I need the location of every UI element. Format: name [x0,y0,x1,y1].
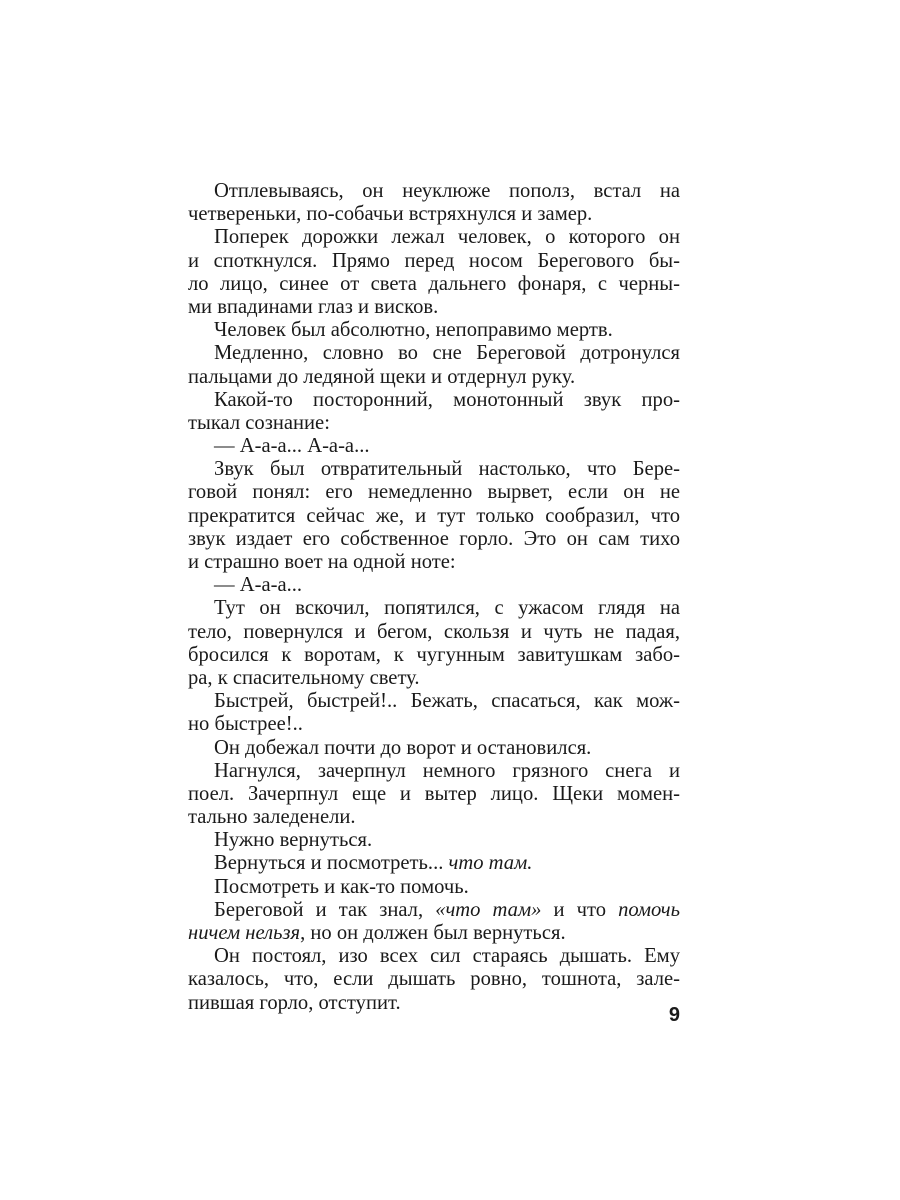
text-run: тально заледенели. [188,806,356,829]
text-run: говой понял: его немедленно вырвет, если он не [188,481,680,504]
text-line [188,203,680,226]
text-line [188,644,680,667]
text-run: ло лицо, синее от света дальнего фонаря, с черны- [188,272,680,295]
text-line [188,319,680,342]
paragraph [188,319,680,342]
paragraph [188,899,680,945]
text-line [188,528,680,551]
paragraph [188,760,680,830]
text-line [188,435,680,458]
text-line [188,899,680,922]
text-run: Посмотреть и как-то помочь. [214,875,469,898]
text-run: и страшно воет на одной ноте: [188,551,456,573]
text-run: и что [541,898,619,921]
italic-phrase: помочь [618,898,680,921]
italic-phrase: ничем нельзя [188,922,301,944]
paragraph [188,458,680,574]
text-line [188,737,680,760]
text-run: казалось, что, если дышать ровно, тошнота, зале- [188,968,680,991]
italic-phrase: что там. [448,852,533,875]
text-line [188,481,680,504]
text-line [188,713,680,736]
text-run: четвереньки, по-собачьи встряхнулся и замер. [188,203,593,226]
paragraph [188,876,680,899]
paragraph [188,737,680,760]
text-run: тыкал сознание: [188,411,330,434]
paragraph [188,574,680,597]
text-run: ми впадинами глаз и висков. [188,295,439,318]
text-run: Медленно, словно во сне Береговой дотронулся [214,342,680,365]
text-line [188,412,680,435]
paragraph [188,852,680,875]
paragraph [188,180,680,226]
page-number: 9 [668,1004,680,1026]
text-run: пившая горло, отступит. [188,991,401,1014]
text-line [188,505,680,528]
text-run: прекратится сейчас же, и тут только сообразил, что [188,504,680,527]
text-run: Нужно вернуться. [214,829,373,852]
text-line [188,296,680,319]
text-line [188,690,680,713]
text-run: Тут он вскочил, попятился, с ужасом глядя на [214,597,680,620]
text-line [188,829,680,852]
paragraph [188,389,680,435]
text-line [188,342,680,365]
text-line [188,667,680,690]
text-line [188,621,680,644]
text-line [188,180,680,203]
paragraph [188,226,680,319]
text-line [188,574,680,597]
text-run: Звук был отвратительный настолько, что Бере- [214,458,680,481]
text-line [188,945,680,968]
text-line [188,968,680,991]
text-line [188,876,680,899]
text-line [188,226,680,249]
text-run: Вернуться и посмотреть... [214,852,449,875]
body-text [188,180,680,1015]
text-line [188,551,680,574]
paragraph [188,342,680,388]
text-run: ра, к спасительному свету. [188,666,420,689]
text-line [188,250,680,273]
text-run: тело, повернулся и бегом, скользя и чуть не падая, [188,620,680,643]
text-line [188,852,680,875]
text-line [188,597,680,620]
text-run: и споткнулся. Прямо перед носом Берегового бы- [188,249,680,272]
text-line [188,992,680,1015]
text-run: Он постоял, изо всех сил стараясь дышать. Ему [214,945,680,968]
text-line [188,389,680,412]
paragraph [188,690,680,736]
paragraph [188,435,680,458]
text-run: Отплевываясь, он неуклюже пополз, встал на [214,180,680,202]
paragraph [188,945,680,1015]
text-run: но быстрее!.. [188,713,303,736]
text-run: — А-а-а... [214,574,303,597]
text-line [188,366,680,389]
text-run: Поперек дорожки лежал человек, о которого он [214,226,680,249]
text-run: Человек был абсолютно, непоправимо мертв. [214,319,613,342]
paragraph [188,829,680,852]
text-run: Береговой и так знал, [214,898,436,921]
text-run: звук издает его собственное горло. Это он сам тихо [188,527,680,550]
text-run: Какой-то посторонний, монотонный звук про- [214,388,680,411]
text-run: поел. Зачерпнул еще и вытер лицо. Щеки момен- [188,782,680,805]
italic-phrase: «что там» [435,898,542,921]
text-run: , но он должен был вернуться. [300,922,566,944]
text-run: Быстрей, быстрей!.. Бежать, спасаться, как мож- [214,690,680,713]
text-run: пальцами до ледяной щеки и отдернул руку. [188,365,576,388]
text-line [188,760,680,783]
text-line [188,806,680,829]
text-line [188,783,680,806]
text-run: — А-а-а... А-а-а... [214,435,370,458]
text-line [188,922,680,945]
paragraph [188,597,680,690]
text-line [188,458,680,481]
text-run: Он добежал почти до ворот и остановился. [214,736,592,759]
text-run: бросился к воротам, к чугунным завитушкам забо- [188,643,680,666]
text-run: Нагнулся, зачерпнул немного грязного снега и [214,759,680,782]
text-line [188,273,680,296]
